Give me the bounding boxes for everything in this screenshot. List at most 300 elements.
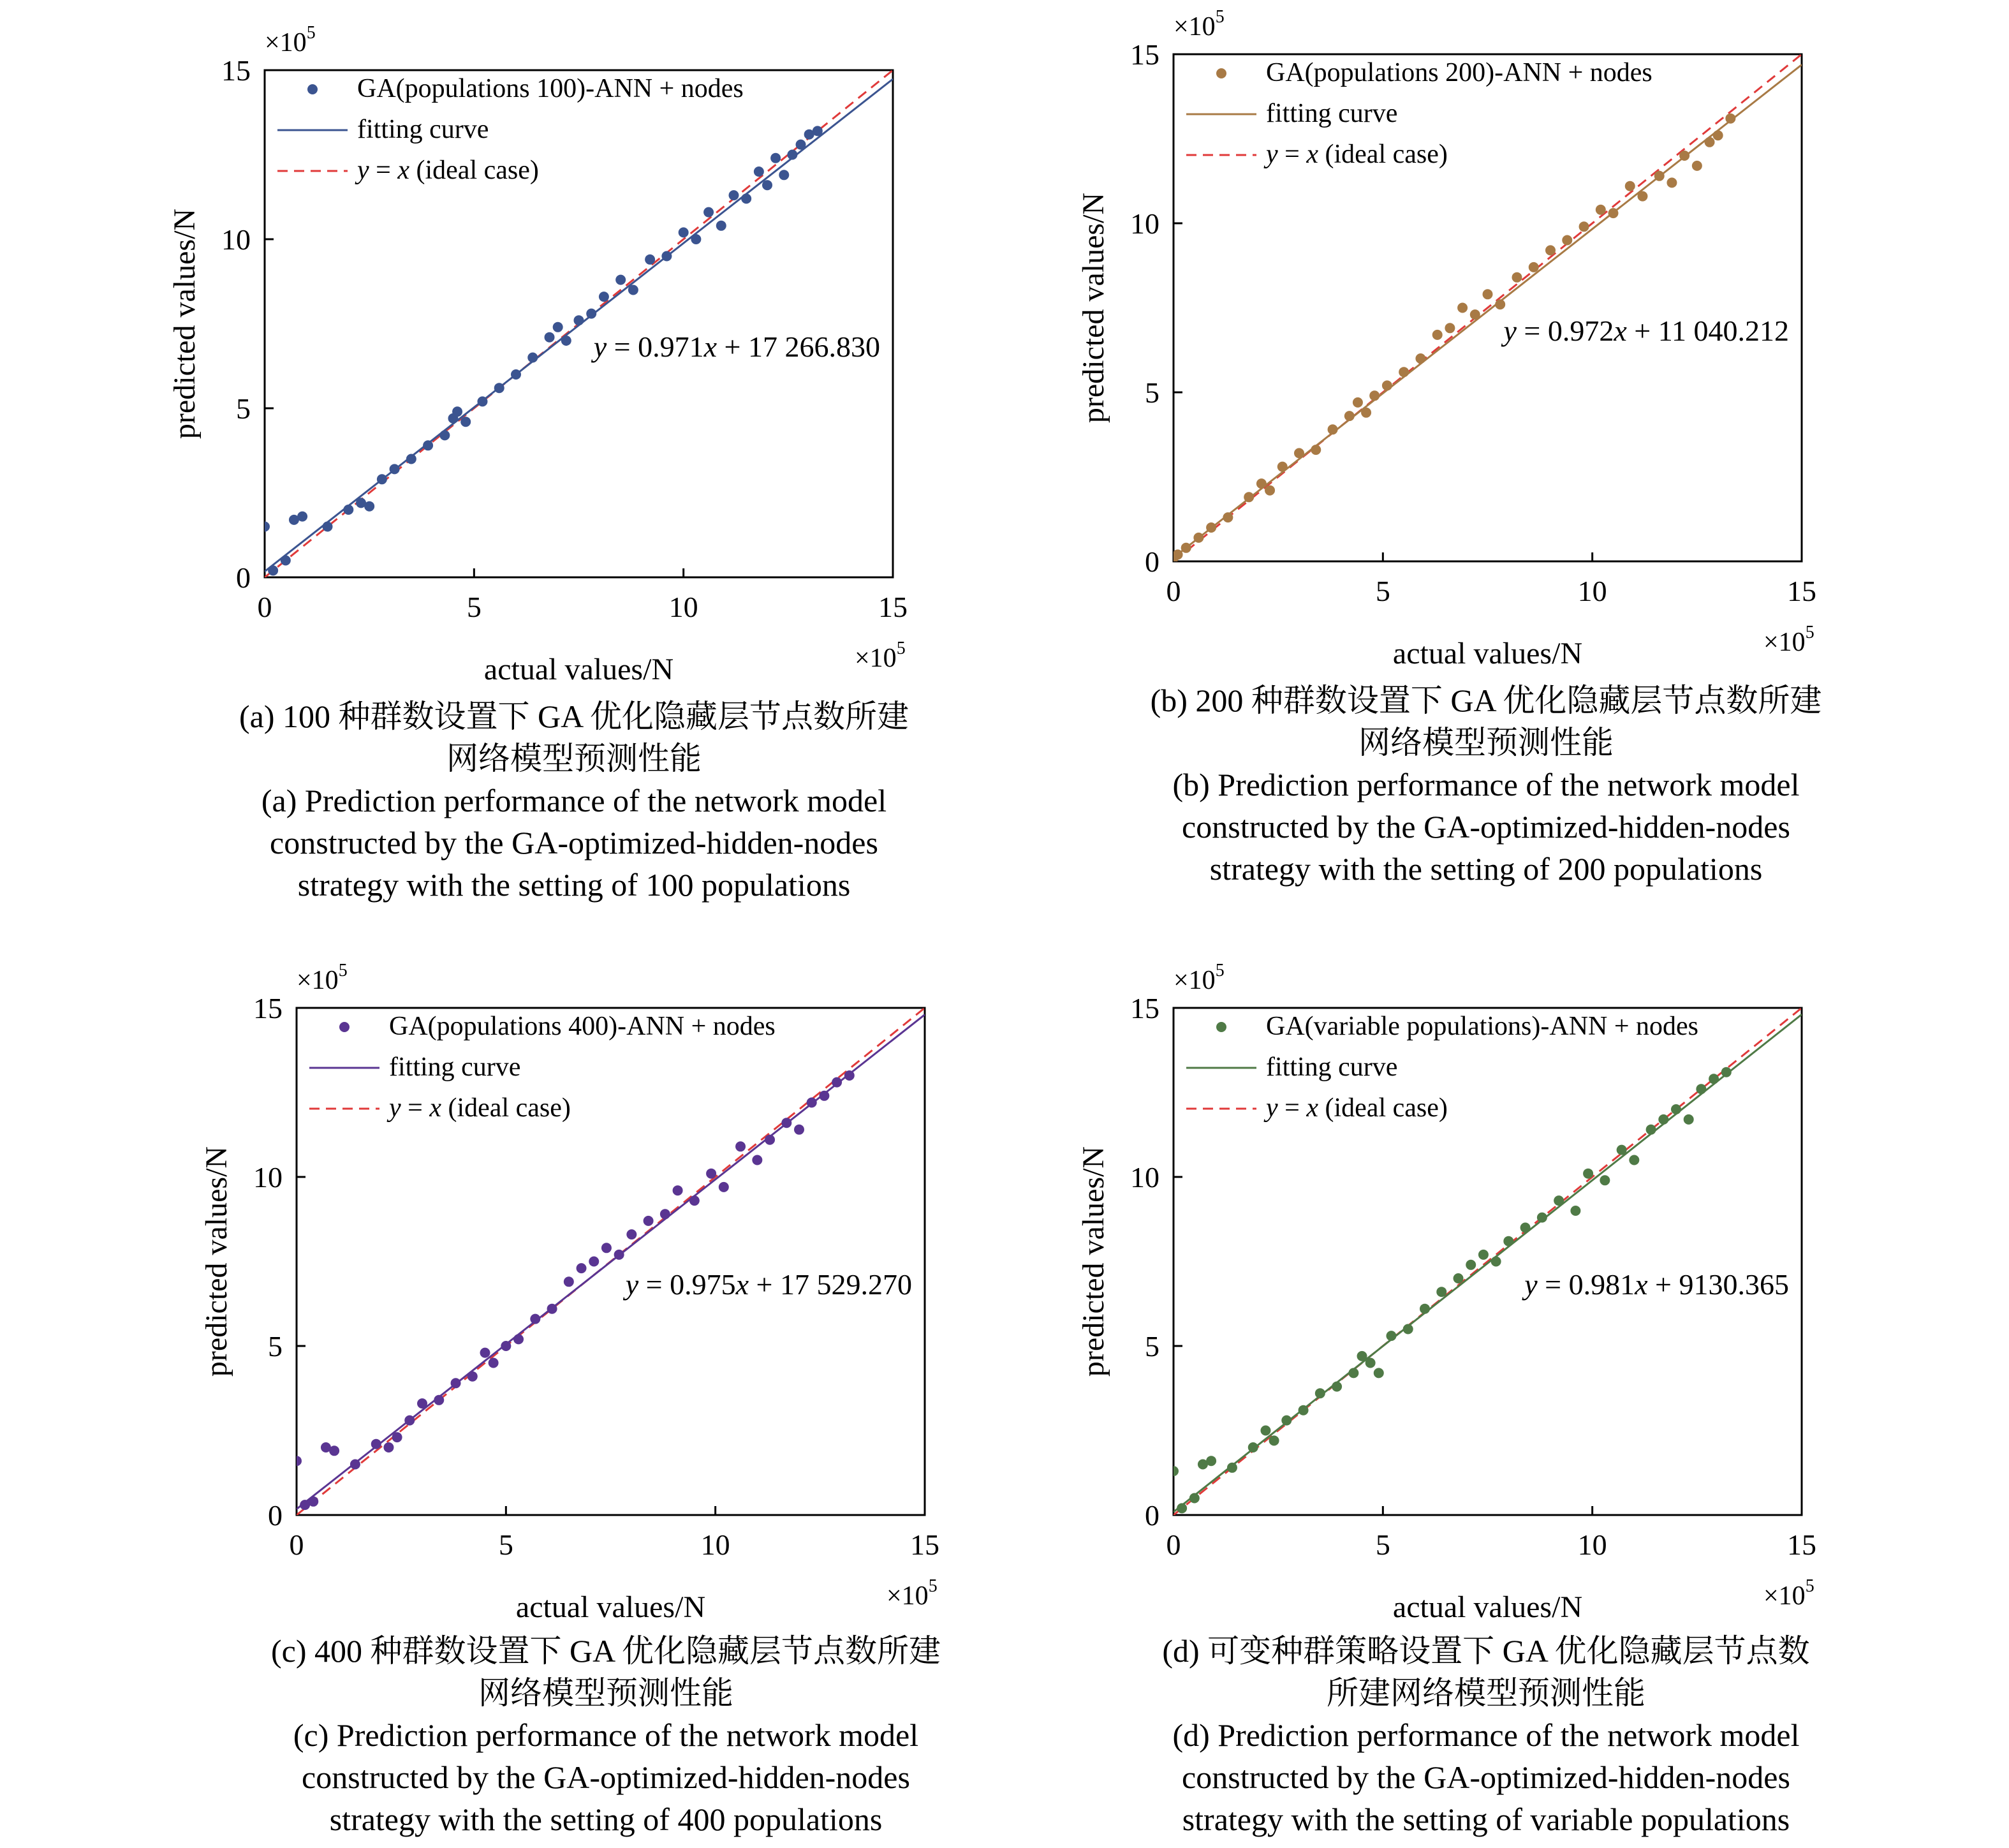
caption-b-zh-2: 网络模型预测性能 — [1358, 725, 1614, 760]
chart-d-ytick-label: 10 — [1130, 1161, 1159, 1194]
chart-c-point — [589, 1257, 599, 1267]
chart-b-legend-label-ideal-part: x — [1306, 140, 1318, 169]
chart-c-point — [765, 1135, 775, 1145]
chart-a-x-multiplier-exp: 5 — [896, 639, 906, 658]
caption-d-en-1: (d) Prediction performance of the network model — [1172, 1717, 1800, 1753]
chart-a-point — [494, 383, 504, 393]
chart-d-ideal-line — [1174, 1008, 1802, 1515]
chart-a-xtick-label: 5 — [466, 591, 482, 623]
caption-c-en-2: constructed by the GA-optimized-hidden-nodes — [302, 1759, 910, 1795]
caption-a-en-1: (a) Prediction performance of the network model — [261, 783, 887, 818]
chart-a-point — [770, 153, 781, 163]
chart-b-point — [1415, 353, 1425, 364]
caption-c-en-1: (c) Prediction performance of the network model — [293, 1717, 919, 1753]
chart-d-point — [1554, 1195, 1564, 1206]
chart-b-legend-marker — [1216, 68, 1226, 78]
chart-a-point — [260, 522, 270, 532]
chart-b-point — [1445, 323, 1455, 333]
chart-b-ytick-label: 0 — [1145, 545, 1159, 578]
chart-b-ytick-label: 10 — [1130, 207, 1159, 240]
chart-d-point — [1658, 1114, 1668, 1125]
chart-d-point — [1177, 1503, 1187, 1513]
chart-d-point — [1617, 1145, 1627, 1155]
chart-c-plot-area — [291, 1008, 925, 1515]
chart-c-point — [547, 1304, 557, 1314]
chart-b-point — [1562, 235, 1572, 246]
chart-b-equation-part: = 0.972 — [1516, 314, 1614, 348]
chart-c-legend-label-ideal-part: y — [389, 1093, 401, 1123]
chart-b-equation-part: + 11 040.212 — [1626, 314, 1789, 348]
chart-a-point — [754, 166, 764, 177]
chart-d-point — [1403, 1324, 1413, 1334]
chart-b-point — [1725, 114, 1735, 124]
chart-c-legend-label-ideal — [386, 1093, 571, 1123]
chart-d-fit-line — [1174, 1014, 1802, 1512]
chart-a-point — [728, 190, 739, 200]
chart-d-legend-label-fit: fitting curve — [1266, 1053, 1398, 1082]
chart-b-point — [1579, 221, 1589, 232]
chart-a-xtick-label: 15 — [878, 591, 908, 623]
chart-c-point — [644, 1216, 654, 1226]
chart-c-point — [601, 1243, 612, 1253]
chart-a-legend-label-scatter: GA(populations 100)-ANN + nodes — [357, 74, 744, 103]
chart-c-point — [467, 1371, 478, 1382]
chart-d-point — [1248, 1442, 1258, 1453]
chart-d-xtick-label: 5 — [1375, 1528, 1390, 1561]
chart-c-xtick-label: 10 — [700, 1528, 730, 1561]
chart-b-xlabel: actual values/N — [1392, 637, 1583, 670]
chart-c-xtick-label: 0 — [289, 1528, 304, 1561]
caption-d-zh-2: 所建网络模型预测性能 — [1327, 1675, 1645, 1711]
chart-c-point — [626, 1229, 637, 1239]
chart-a-point — [527, 353, 538, 363]
chart-a-point — [452, 406, 462, 417]
chart-d-plot-area — [1168, 1008, 1802, 1515]
chart-d-point — [1420, 1304, 1430, 1314]
chart-d-point — [1206, 1456, 1216, 1466]
chart-b-legend-label-fit: fitting curve — [1266, 99, 1398, 128]
chart-a-legend-label-ideal-part: (ideal case) — [409, 156, 539, 185]
chart-c-point — [530, 1314, 540, 1324]
chart-c-legend-marker — [339, 1022, 350, 1032]
chart-c-legend-label-scatter: GA(populations 400)-ANN + nodes — [389, 1012, 776, 1041]
chart-a-legend-marker — [307, 84, 318, 94]
chart-d-equation — [1522, 1268, 1789, 1301]
chart-d-point — [1315, 1388, 1325, 1398]
chart-d-point — [1260, 1426, 1270, 1436]
chart-c-point — [383, 1442, 394, 1453]
chart-a-equation-part: x — [703, 330, 718, 364]
chart-a-equation-part: + 17 266.830 — [717, 330, 880, 364]
chart-b-point — [1483, 289, 1493, 299]
caption-d — [1071, 1630, 1901, 1840]
chart-c-y-multiplier: $\times 10^5$ — [297, 961, 348, 995]
chart-a-point — [553, 322, 563, 332]
chart-c-point — [417, 1398, 427, 1408]
chart-d-legend-label-ideal-part: x — [1306, 1093, 1318, 1123]
chart-c-x-multiplier: $\times 10^5$ — [887, 1576, 938, 1611]
chart-a-y-multiplier-exp: 5 — [306, 23, 316, 43]
caption-d-en-3: strategy with the setting of variable populations — [1182, 1801, 1790, 1837]
chart-c-xtick-label: 5 — [498, 1528, 513, 1561]
chart-b-plot-area — [1168, 54, 1802, 563]
chart-d-point — [1436, 1287, 1446, 1297]
caption-a — [159, 695, 989, 906]
chart-a-point — [477, 396, 487, 406]
chart-a-point — [439, 430, 450, 440]
chart-b-point — [1654, 171, 1665, 181]
chart-b-point — [1181, 543, 1191, 553]
chart-b-point — [1679, 151, 1689, 161]
chart-d-equation-part: x — [1635, 1268, 1648, 1301]
chart-b-point — [1470, 309, 1480, 320]
caption-a-zh-2: 网络模型预测性能 — [446, 741, 702, 776]
chart-b-point — [1512, 272, 1522, 283]
caption-c-zh-1: (c) 400 种群数设置下 GA 优化隐藏层节点数所建 — [271, 1633, 941, 1669]
chart-b-equation-part: y — [1503, 314, 1517, 348]
chart-b-y-multiplier: $\times 10^5$ — [1174, 7, 1225, 41]
chart-c-point — [308, 1497, 318, 1507]
chart-b-point — [1637, 191, 1647, 202]
chart-b-point — [1223, 512, 1233, 522]
chart-b-equation — [1501, 314, 1789, 347]
chart-b-point — [1294, 448, 1304, 458]
chart-a-point — [460, 417, 471, 427]
caption-a-en-2: constructed by the GA-optimized-hidden-nodes — [270, 825, 878, 861]
chart-d-legend-label-ideal-part: = — [1277, 1093, 1307, 1123]
chart-d-point — [1227, 1463, 1237, 1473]
chart-b-ideal-line — [1174, 54, 1802, 561]
chart-a-point — [645, 255, 655, 265]
chart-a-legend-label-ideal-part: = — [369, 156, 398, 185]
chart-d-point — [1348, 1368, 1358, 1378]
chart-d-ylabel: predicted values/N — [1077, 1146, 1110, 1377]
chart-b-xtick-label: 15 — [1787, 575, 1816, 607]
chart-b-ytick-label: 15 — [1130, 38, 1159, 71]
chart-a-point — [281, 556, 291, 566]
chart-c-equation-part: y — [625, 1268, 639, 1301]
chart-d-point — [1281, 1416, 1292, 1426]
chart-c-point — [735, 1141, 746, 1151]
caption-c-en-3: strategy with the setting of 400 populations — [329, 1801, 883, 1837]
chart-c-point — [404, 1416, 415, 1426]
chart-d-ytick-label: 15 — [1130, 992, 1159, 1024]
chart-a-point — [297, 512, 307, 522]
chart-d-x-multiplier: $\times 10^5$ — [1763, 1576, 1814, 1611]
chart-b-point — [1265, 485, 1275, 496]
chart-a-point — [813, 126, 823, 136]
chart-b-xtick-label: 5 — [1375, 575, 1390, 607]
chart-c-point — [719, 1182, 729, 1192]
chart-a-point — [787, 150, 797, 160]
chart-d-legend — [1186, 1012, 1698, 1123]
chart-c-equation — [623, 1268, 912, 1301]
chart-c-legend-label-ideal-part: (ideal case) — [441, 1093, 571, 1123]
chart-b-point — [1311, 445, 1321, 455]
chart-b-point — [1193, 533, 1203, 543]
caption-c-zh-2: 网络模型预测性能 — [478, 1675, 733, 1711]
chart-d-y-multiplier-exp: 5 — [1215, 961, 1225, 980]
caption-d-en-2: constructed by the GA-optimized-hidden-nodes — [1182, 1759, 1790, 1795]
chart-a-point — [703, 207, 714, 218]
chart-b-point — [1608, 208, 1619, 218]
chart-d-legend-label-ideal — [1263, 1093, 1448, 1123]
chart-b-point — [1596, 205, 1606, 215]
chart-b-point — [1173, 549, 1183, 559]
chart-b-point — [1399, 367, 1409, 377]
chart-a-legend-label-ideal-part: y — [357, 156, 369, 185]
chart-c-equation-part: + 17 529.270 — [749, 1268, 912, 1301]
chart-c-point — [392, 1432, 402, 1442]
chart-c-y-multiplier-exp: 5 — [338, 961, 348, 980]
chart-c-point — [794, 1125, 804, 1135]
chart-c-point — [480, 1348, 490, 1358]
chart-c — [200, 961, 939, 1624]
chart-a-point — [779, 170, 789, 180]
chart-c-legend-label-fit: fitting curve — [389, 1053, 521, 1082]
chart-a-ytick-label: 10 — [221, 223, 251, 256]
chart-b-point — [1328, 424, 1338, 434]
chart-d-ytick-label: 5 — [1145, 1330, 1159, 1363]
caption-c — [191, 1630, 1020, 1840]
chart-c-point — [819, 1091, 829, 1101]
chart-c-point — [706, 1169, 716, 1179]
chart-a-legend-label-ideal-part: x — [397, 156, 409, 185]
chart-d-equation-part: + 9130.365 — [1647, 1268, 1789, 1301]
chart-d-xlabel: actual values/N — [1392, 1590, 1583, 1624]
chart-c-point — [329, 1445, 339, 1456]
chart-c-ytick-label: 15 — [253, 992, 283, 1024]
chart-c-point — [689, 1195, 700, 1206]
chart-a-plot-area — [260, 70, 893, 577]
chart-a-point — [679, 227, 689, 237]
chart-b-point — [1529, 262, 1539, 272]
chart-b-point — [1361, 408, 1371, 418]
chart-a-point — [561, 336, 571, 346]
chart-d-y-multiplier: $\times 10^5$ — [1174, 961, 1225, 995]
chart-b-point — [1277, 462, 1288, 472]
caption-d-zh-1: (d) 可变种群策略设置下 GA 优化隐藏层节点数 — [1162, 1633, 1810, 1669]
chart-b-point — [1344, 411, 1355, 421]
chart-b-point — [1692, 161, 1702, 171]
chart-b-point — [1206, 522, 1216, 533]
chart-d-ytick-label: 0 — [1145, 1499, 1159, 1532]
chart-d-legend-label-ideal-part: (ideal case) — [1318, 1093, 1448, 1123]
chart-a-point — [599, 292, 609, 302]
chart-c-x-multiplier-exp: 5 — [928, 1576, 938, 1596]
caption-b — [1071, 679, 1901, 890]
chart-c-point — [577, 1263, 587, 1273]
chart-b-xtick-label: 10 — [1577, 575, 1607, 607]
chart-a-xtick-label: 0 — [257, 591, 272, 623]
chart-a-point — [796, 140, 806, 150]
chart-a-y-multiplier: $\times 10^5$ — [265, 23, 316, 57]
chart-c-ylabel: predicted values/N — [200, 1146, 233, 1377]
chart-c-xlabel: actual values/N — [515, 1590, 706, 1624]
chart-c-fit-line — [297, 1015, 925, 1509]
chart-c-legend — [309, 1012, 776, 1123]
chart-b-point — [1457, 303, 1468, 313]
chart-a-point — [343, 505, 353, 515]
chart-a-point — [574, 315, 584, 325]
chart-c-xtick-label: 15 — [910, 1528, 939, 1561]
chart-d-point — [1491, 1257, 1501, 1267]
chart-c-point — [844, 1070, 855, 1081]
chart-a-point — [364, 501, 374, 512]
chart-b-legend — [1186, 58, 1652, 169]
chart-a-point — [762, 180, 772, 190]
chart-a-point — [615, 275, 626, 285]
chart-d-point — [1570, 1206, 1580, 1216]
chart-d-point — [1520, 1223, 1531, 1233]
chart-b-point — [1244, 492, 1254, 502]
chart-b-legend-label-ideal — [1263, 140, 1448, 169]
chart-b-point — [1382, 380, 1392, 390]
chart-d-equation-part: y — [1524, 1268, 1538, 1301]
chart-d-point — [1537, 1213, 1547, 1223]
chart-a-point — [661, 251, 672, 262]
chart-d-equation-part: = 0.981 — [1537, 1268, 1635, 1301]
caption-a-zh-1: (a) 100 种群数设置下 GA 优化隐藏层节点数所建 — [239, 699, 909, 734]
chart-d-xtick-label: 15 — [1787, 1528, 1816, 1561]
chart-b-legend-label-scatter: GA(populations 200)-ANN + nodes — [1266, 58, 1652, 87]
chart-b-legend-label-ideal-part: (ideal case) — [1318, 140, 1448, 169]
chart-c-point — [781, 1118, 791, 1128]
chart-b-point — [1369, 390, 1380, 401]
chart-d-point — [1629, 1155, 1639, 1165]
chart-b-point — [1545, 245, 1556, 255]
chart-c-point — [673, 1185, 683, 1195]
chart-d-point — [1466, 1260, 1476, 1270]
chart-d-point — [1696, 1084, 1706, 1094]
chart-b-legend-label-ideal-part: = — [1277, 140, 1307, 169]
chart-d — [1077, 961, 1816, 1624]
chart-a-legend-label-fit: fitting curve — [357, 115, 489, 144]
chart-d-point — [1365, 1358, 1376, 1368]
chart-b-legend-label-ideal-part: y — [1266, 140, 1278, 169]
chart-d-x-multiplier-exp: 5 — [1805, 1576, 1814, 1596]
chart-a-point — [716, 221, 726, 231]
chart-d-legend-marker — [1216, 1022, 1226, 1032]
chart-b-point — [1713, 130, 1723, 140]
chart-c-point — [832, 1077, 842, 1088]
caption-b-zh-1: (b) 200 种群数设置下 GA 优化隐藏层节点数所建 — [1150, 683, 1822, 718]
chart-a-ytick-label: 0 — [236, 561, 251, 594]
chart-b-point — [1256, 478, 1267, 489]
chart-c-point — [660, 1209, 670, 1219]
chart-a-xtick-label: 10 — [668, 591, 698, 623]
chart-c-point — [371, 1439, 381, 1449]
chart-d-point — [1600, 1175, 1610, 1185]
chart-d-point — [1299, 1405, 1309, 1416]
chart-d-point — [1671, 1104, 1681, 1114]
chart-d-legend-label-ideal-part: y — [1266, 1093, 1278, 1123]
chart-a-ylabel: predicted values/N — [168, 208, 202, 440]
chart-a-point — [511, 369, 521, 380]
chart-c-legend-label-ideal-part: x — [429, 1093, 441, 1123]
chart-d-point — [1503, 1236, 1513, 1246]
caption-b-en-3: strategy with the setting of 200 populations — [1209, 851, 1763, 887]
chart-a-point — [586, 309, 596, 319]
chart-a-point — [741, 193, 751, 203]
chart-b-equation-part: x — [1614, 314, 1627, 348]
chart-b-point — [1432, 330, 1443, 340]
chart-c-point — [434, 1395, 444, 1405]
chart-d-point — [1374, 1368, 1384, 1378]
caption-b-en-1: (b) Prediction performance of the network model — [1172, 767, 1800, 802]
chart-d-xtick-label: 0 — [1166, 1528, 1181, 1561]
chart-a-equation — [591, 330, 880, 363]
chart-c-point — [564, 1276, 574, 1287]
chart-a-point — [377, 474, 387, 484]
chart-c-legend-label-ideal-part: = — [401, 1093, 430, 1123]
caption-b-en-2: constructed by the GA-optimized-hidden-nodes — [1182, 809, 1790, 845]
chart-b-x-multiplier: $\times 10^5$ — [1763, 623, 1814, 657]
chart-a-point — [423, 440, 433, 450]
chart-b-point — [1667, 177, 1677, 188]
chart-d-point — [1684, 1114, 1694, 1125]
chart-d-point — [1189, 1493, 1200, 1504]
chart-c-ytick-label: 0 — [268, 1499, 283, 1532]
chart-c-point — [807, 1097, 817, 1107]
chart-b-x-multiplier-exp: 5 — [1805, 623, 1814, 642]
chart-a-x-multiplier: $\times 10^5$ — [855, 639, 906, 673]
chart-a-point — [691, 234, 701, 244]
chart-a-equation-part: = 0.971 — [607, 330, 704, 364]
chart-d-point — [1453, 1273, 1464, 1283]
chart-a-equation-part: y — [593, 330, 607, 364]
chart-a-point — [390, 464, 400, 474]
chart-c-point — [489, 1358, 499, 1368]
chart-a — [168, 23, 908, 686]
chart-d-xtick-label: 10 — [1577, 1528, 1607, 1561]
chart-d-point — [1721, 1067, 1732, 1077]
chart-c-point — [451, 1378, 461, 1388]
chart-b-point — [1353, 397, 1363, 408]
chart-a-point — [323, 522, 333, 532]
chart-c-point — [513, 1334, 524, 1344]
chart-d-point — [1332, 1382, 1342, 1392]
chart-a-point — [268, 565, 278, 575]
chart-c-point — [501, 1341, 511, 1351]
chart-c-equation-part: x — [735, 1268, 749, 1301]
chart-b-ytick-label: 5 — [1145, 376, 1159, 409]
chart-b — [1077, 7, 1816, 670]
chart-c-ytick-label: 10 — [253, 1161, 283, 1194]
chart-b-xtick-label: 0 — [1166, 575, 1181, 607]
chart-d-point — [1478, 1250, 1489, 1260]
chart-d-point — [1709, 1074, 1719, 1084]
chart-c-point — [350, 1460, 360, 1470]
chart-c-ytick-label: 5 — [268, 1330, 283, 1363]
chart-b-point — [1625, 181, 1635, 191]
chart-c-point — [614, 1250, 624, 1260]
chart-a-point — [406, 454, 416, 464]
chart-a-legend-label-ideal — [355, 156, 539, 185]
caption-a-en-3: strategy with the setting of 100 populations — [297, 867, 851, 903]
chart-a-legend — [277, 74, 744, 185]
chart-a-ytick-label: 15 — [221, 54, 251, 87]
chart-d-point — [1168, 1466, 1179, 1476]
chart-d-point — [1357, 1351, 1367, 1361]
chart-d-legend-label-scatter: GA(variable populations)-ANN + nodes — [1266, 1012, 1699, 1041]
chart-b-point — [1705, 137, 1715, 147]
chart-d-point — [1386, 1331, 1396, 1341]
chart-a-point — [545, 332, 555, 343]
chart-b-ylabel: predicted values/N — [1077, 192, 1110, 424]
chart-d-point — [1269, 1435, 1279, 1445]
chart-c-point — [291, 1456, 302, 1466]
